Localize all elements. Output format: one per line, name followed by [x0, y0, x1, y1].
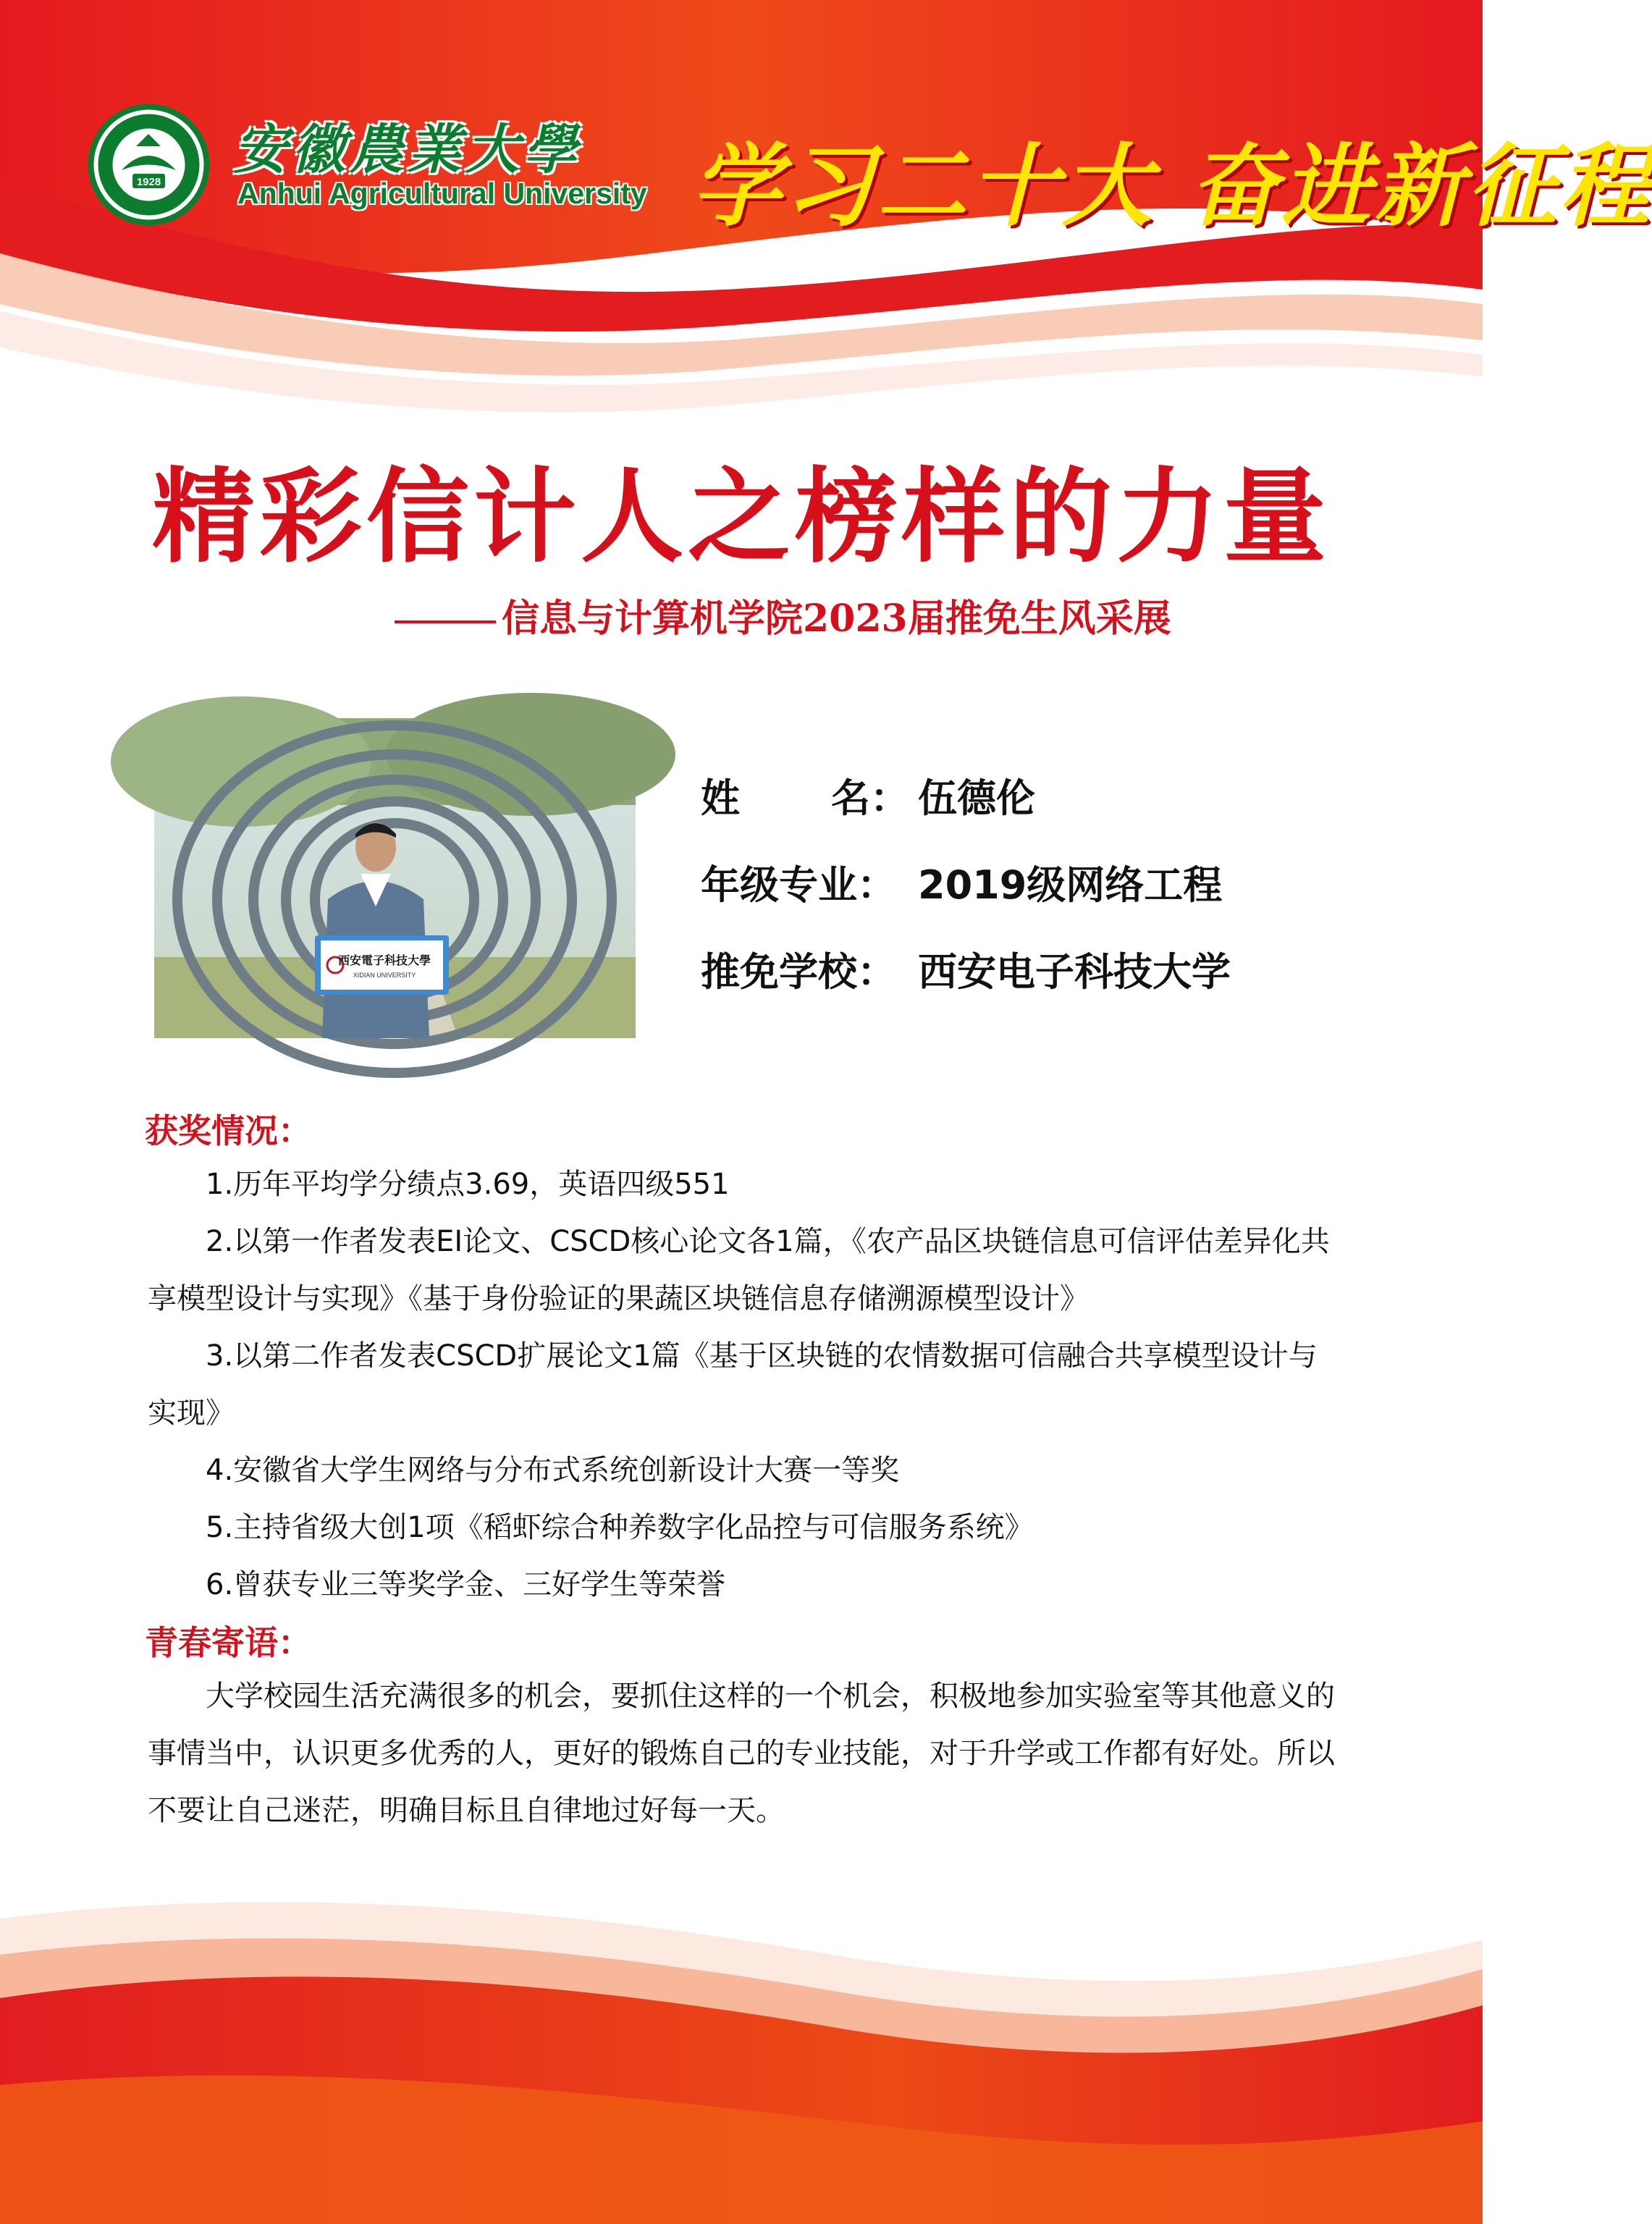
- university-seal-icon: [85, 101, 212, 228]
- poster-subtitle: [395, 588, 1171, 642]
- award-item: 4.安徽省大学生网络与分布式系统创新设计大赛一等奖: [206, 1454, 900, 1487]
- message-heading: 青春寄语：: [145, 1623, 311, 1662]
- profile-name-row: [701, 767, 1035, 823]
- poster-title: 精彩信计人之榜样的力量: [152, 457, 1331, 577]
- university-name-en: Anhui Agricultural University: [237, 177, 647, 210]
- photo-sign-cn: 西安電子科技大學: [337, 953, 431, 967]
- awards-heading: 获奖情况：: [145, 1111, 311, 1150]
- university-logo: [85, 101, 647, 228]
- student-photo: [154, 718, 636, 1038]
- award-item: 3.以第二作者发表CSCD扩展论文1篇《基于区块链的农情数据可信融合共享模型设计与实现》: [148, 1339, 1318, 1430]
- profile-name-label-a: 姓: [701, 775, 740, 821]
- subtitle-dash: [395, 620, 496, 623]
- profile-name-value: 伍德伦: [918, 775, 1035, 821]
- profile-grade-value: 2019级网络工程: [918, 862, 1223, 908]
- message-text: 大学校园生活充满很多的机会，要抓住这样的一个机会，积极地参加实验室等其他意义的事情当中，认识更多优秀的人，更好的锻炼自己的专业技能，对于升学或工作都有好处。所以不要让自己迷茫，明确目标且自律地过好每一天。: [148, 1680, 1335, 1827]
- profile-name-label: [701, 767, 918, 823]
- slogan: 学习二十大 奋进新征程: [691, 134, 1652, 239]
- profile-school-label: 推免学校：: [701, 949, 896, 995]
- profile-grade-row: [701, 854, 1222, 910]
- award-item: 6.曾获专业三等奖学金、三好学生等荣誉: [206, 1568, 726, 1601]
- subtitle-text: 信息与计算机学院2023届推免生风采展: [502, 597, 1171, 641]
- award-item: 2.以第一作者发表EI论文、CSCD核心论文各1篇，《农产品区块链信息可信评估差异化共享模型设计与实现》《基于身份验证的果蔬区块链信息存储溯源模型设计》: [148, 1225, 1330, 1315]
- profile-grade-label: 年级专业：: [701, 862, 896, 908]
- award-item: 5.主持省级大创1项《稻虾综合种养数字化品控与可信服务系统》: [206, 1511, 1034, 1544]
- photo-sign-en: XIDIAN UNIVERSITY: [353, 972, 416, 979]
- profile-school-value: 西安电子科技大学: [918, 949, 1231, 995]
- university-name-cn: 安徽農業大學: [234, 119, 581, 181]
- award-item: 1.历年平均学分绩点3.69，英语四级551: [206, 1168, 730, 1201]
- profile-school-row: [701, 941, 1231, 997]
- profile-name-label-b: 名：: [831, 775, 909, 821]
- seal-year: 1928: [136, 176, 161, 188]
